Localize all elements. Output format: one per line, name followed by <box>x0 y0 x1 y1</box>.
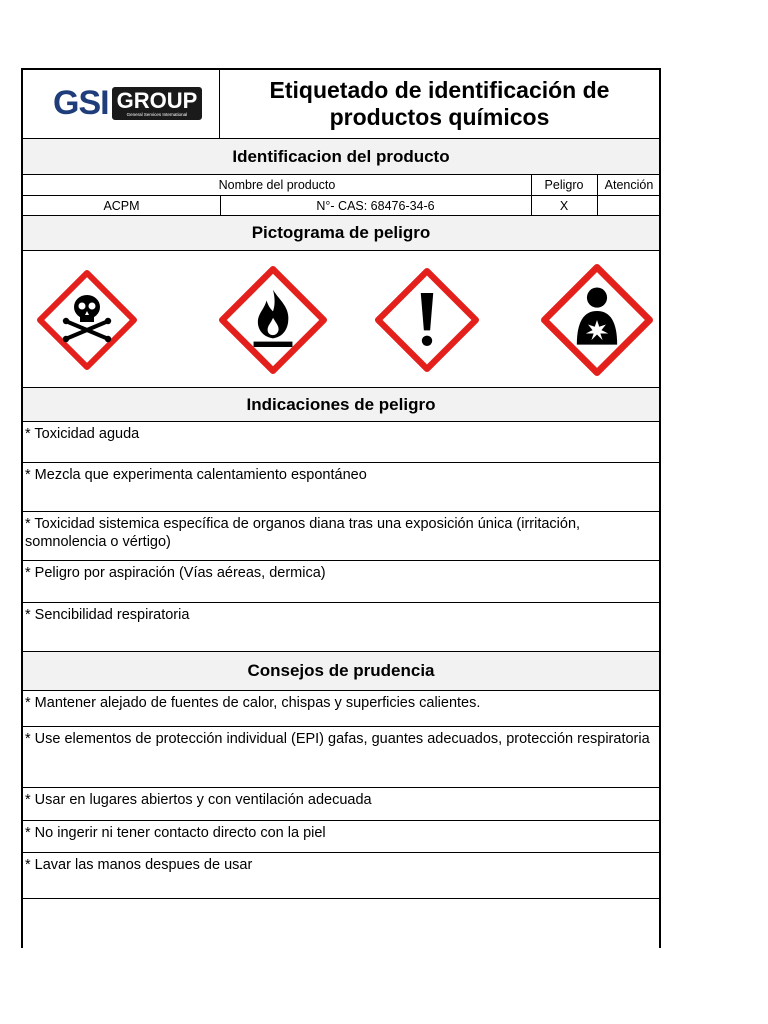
precaution-item: * Mantener alejado de fuentes de calor, chispas y superficies calientes. <box>25 695 481 711</box>
product-name-value: ACPM <box>103 198 140 213</box>
logo-tagline: General Services International <box>126 111 188 117</box>
hazard-item: * Toxicidad sistemica específica de organos diana tras una exposición única (irritación, somnolencia o vértigo) <box>25 516 581 550</box>
hazard-item: * Toxicidad aguda <box>25 426 140 442</box>
logo-gsi-text: GSI <box>53 84 109 122</box>
hazard-heading <box>23 388 659 422</box>
logo-group-text: GROUP <box>116 87 198 113</box>
exclamation-icon <box>375 268 479 372</box>
identification-heading <box>23 139 659 175</box>
precautions-heading <box>23 652 659 691</box>
cas-number-value: N°- CAS: 68476-34-6 <box>316 198 435 213</box>
hazard-item: * Peligro por aspiración (Vías aéreas, dermica) <box>25 565 326 581</box>
flame-icon <box>219 266 327 374</box>
hazard-heading-text: Indicaciones de peligro <box>246 394 436 414</box>
col-attention: Atención <box>604 178 654 192</box>
pictogram-heading-text: Pictograma de peligro <box>251 223 431 242</box>
precaution-item: * No ingerir ni tener contacto directo con la piel <box>25 825 326 841</box>
col-danger: Peligro <box>544 178 584 192</box>
page-title-line2: productos químicos <box>329 104 550 130</box>
pictogram-row <box>23 251 659 387</box>
hazard-item: * Mezcla que experimenta calentamiento espontáneo <box>25 467 367 483</box>
precaution-item: * Usar en lugares abiertos y con ventilación adecuada <box>25 792 372 808</box>
health-hazard-icon <box>541 264 653 376</box>
skull-crossbones-icon <box>37 270 137 370</box>
chemical-label-sheet <box>21 68 661 948</box>
empty-footer-area <box>23 899 659 950</box>
logo-cell <box>23 70 220 138</box>
precaution-item: * Use elementos de protección individual (EPI) gafas, guantes adecuados, protección respiratoria <box>25 731 650 747</box>
title-cell <box>220 70 659 138</box>
pictogram-heading <box>23 216 659 251</box>
gsi-group-logo <box>53 86 202 120</box>
page-title-line1: Etiquetado de identificación de <box>269 77 610 103</box>
precaution-item: * Lavar las manos despues de usar <box>25 857 253 873</box>
identification-heading-text: Identificacion del producto <box>232 146 450 166</box>
danger-mark-value: X <box>559 198 569 213</box>
logo-group-box <box>112 87 203 120</box>
attention-mark-value <box>597 196 661 215</box>
hazard-item: * Sencibilidad respiratoria <box>25 607 190 623</box>
col-product-name: Nombre del producto <box>218 178 336 192</box>
precautions-heading-text: Consejos de prudencia <box>247 661 435 680</box>
